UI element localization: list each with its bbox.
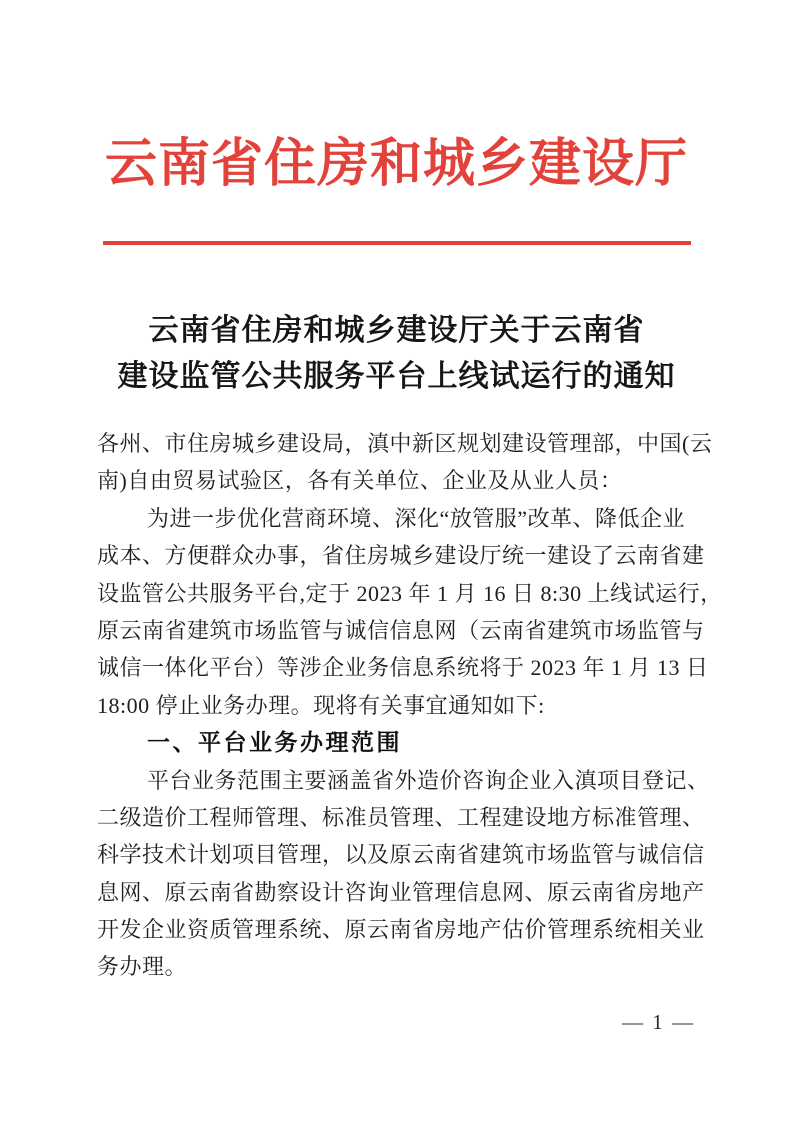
document-body xyxy=(97,425,723,986)
body-line-12: 科学技术计划项目管理，以及原云南省建筑市场监管与诚信信 xyxy=(97,842,705,868)
body-line-14: 开发企业资质管理系统、原云南省房地产估价管理系统相关业 xyxy=(97,917,705,943)
body-line-5: 设监管公共服务平台,定于 2023 年 1 月 16 日 8:30 上线试运行， xyxy=(97,580,723,606)
body-line-2: 南)自由贸易试验区，各有关单位、企业及从业人员： xyxy=(97,468,623,494)
body-line-6: 原云南省建筑市场监管与诚信信息网（云南省建筑市场监管与 xyxy=(97,617,705,643)
document-title xyxy=(0,308,793,400)
body-line-10: 平台业务范围主要涵盖省外造价咨询企业入滇项目登记、 xyxy=(147,767,710,793)
body-line-11: 二级造价工程师管理、标准员管理、工程建设地方标准管理、 xyxy=(97,804,705,830)
body-line-15: 务办理。 xyxy=(97,954,188,980)
document-title-line1: 云南省住房和城乡建设厅关于云南省 xyxy=(148,314,645,347)
page-number: — 1 — xyxy=(622,1010,695,1034)
body-line-4: 成本、方便群众办事，省住房城乡建设厅统一建设了云南省建 xyxy=(97,543,705,569)
body-section-heading: 一、平台业务办理范围 xyxy=(147,729,402,756)
body-line-7: 诚信一体化平台）等涉企业务信息系统将于 2023 年 1 月 13 日 xyxy=(97,655,709,681)
document-title-line2: 建设监管公共服务平台上线试运行的通知 xyxy=(117,360,676,393)
body-line-1: 各州、市住房城乡建设局，滇中新区规划建设管理部，中国(云 xyxy=(97,431,713,456)
body-line-8: 18:00 停止业务办理。现将有关事宜通知如下: xyxy=(97,692,545,718)
letterhead-title: 云南省住房和城乡建设厅 xyxy=(104,136,688,193)
body-line-13: 息网、原云南省勘察设计咨询业管理信息网、原云南省房地产 xyxy=(97,879,705,905)
letterhead-divider-line xyxy=(103,241,691,245)
body-line-3: 为进一步优化营商环境、深化“放管服”改革、降低企业 xyxy=(147,505,686,531)
